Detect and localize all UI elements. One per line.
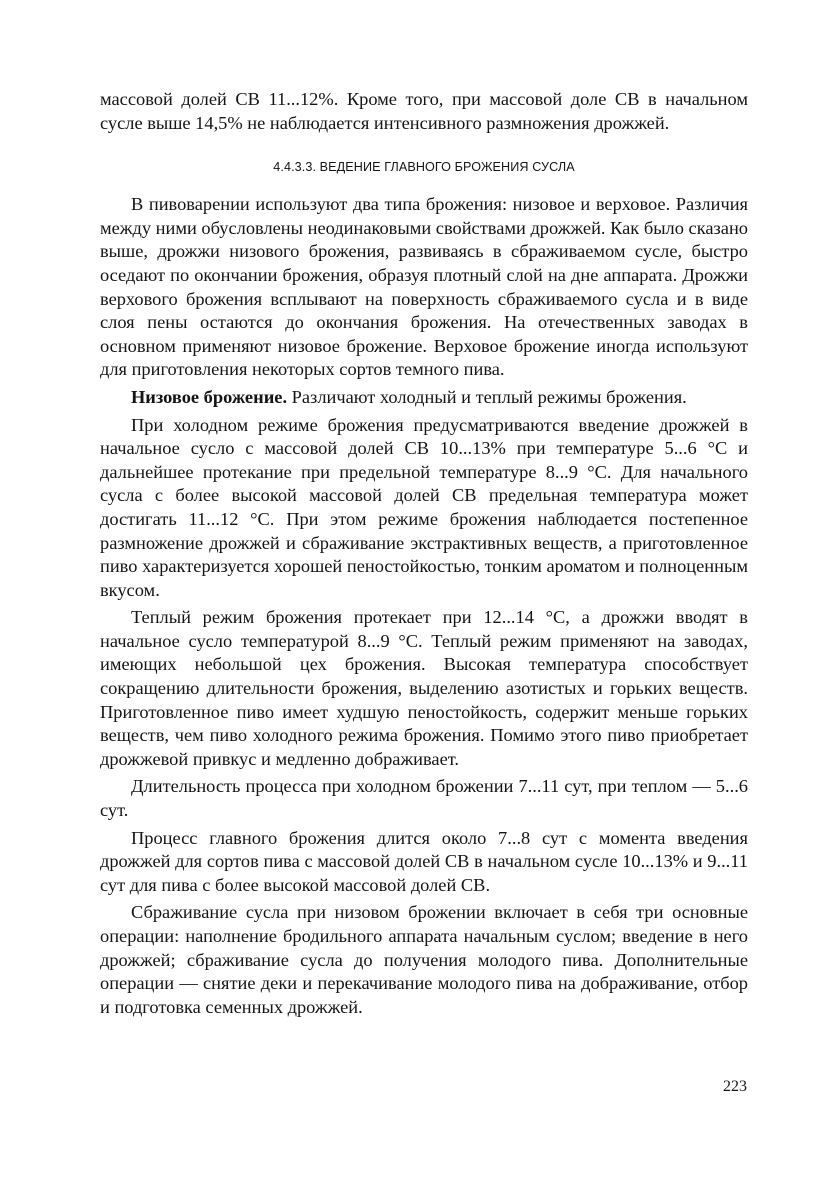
paragraph-fermentation-types: В пивоварении используют два типа брожения: низовое и верховое. Различия между ними обусловлены неодинаковыми свойствами дрожжей. Как было сказано выше, дрожжи низового брожения, развиваясь в сбраживаемом сусле, быстро оседают по окончании брожения, образуя плотный слой на дне аппарата. Дрожжи верхового брожения всплывают на поверхность сбраживаемого сусла и в виде слоя пены остаются до окончания брожения. На отечественных заводах в основном применяют низовое брожение. Верховое брожение иногда используют для приготовления некоторых сортов темного пива. xyxy=(100,194,748,380)
paragraph-operations: Сбраживание сусла при низовом брожении включает в себя три основные операции: наполнение бродильного аппарата начальным суслом; введение в него дрожжей; сбраживание сусла до получения молодого пива. Дополнительные операции — снятие деки и перекачивание молодого пива на дображивание, отбор и подготовка семенных дрожжей. xyxy=(100,902,748,1017)
bottom-fermentation-term: Низовое брожение. xyxy=(131,386,288,407)
paragraph-warm-mode: Теплый режим брожения протекает при 12...14 °С, а дрожжи вводят в начальное сусло температурой 8...9 °С. Теплый режим применяют на заводах, имеющих небольшой цех брожения. Высокая температура способствует сокращению длительности брожения, выделению азотистых и горьких веществ. Приготовленное пиво имеет худшую пеностойкость, содержит меньше горьких веществ, чем пиво холодного режима брожения. Помимо этого пиво приобретает дрожжевой привкус и медленно дображивает. xyxy=(100,607,748,769)
page-number: 223 xyxy=(723,1078,747,1095)
section-heading: 4.4.3.3. ВЕДЕНИЕ ГЛАВНОГО БРОЖЕНИЯ СУСЛА xyxy=(273,160,575,175)
paragraph-bottom-fermentation xyxy=(100,386,748,410)
paragraph-main-fermentation: Процесс главного брожения длится около 7...8 сут с момента введения дрожжей для сортов пива с массовой долей СВ в начальном сусле 10...13% и 9...11 сут для пива с более высокой массовой долей СВ. xyxy=(100,827,748,895)
paragraph-duration: Длительность процесса при холодном брожении 7...11 сут, при теплом — 5...6 сут. xyxy=(100,776,748,821)
paragraph-cold-mode: При холодном режиме брожения предусматриваются введение дрожжей в начальное сусло с массовой долей СВ 10...13% при температуре 5...6 °С и дальнейшее протекание при предельной температуре 8...9 °С. Для начального сусла с более высокой массовой долей СВ предельная температура может достигать 11...12 °С. При этом режиме брожения наблюдается постепенное размножение дрожжей и сбраживание экстрактивных веществ, а приготовленное пиво характеризуется хорошей пеностойкостью, тонким ароматом и полноценным вкусом. xyxy=(100,414,748,600)
paragraph-continuation: массовой долей СВ 11...12%. Кроме того, при массовой доле СВ в начальном сусле выше 14,5% не наблюдается интенсивного размножения дрожжей. xyxy=(100,89,748,133)
page-body xyxy=(100,88,748,1019)
bottom-fermentation-text: Различают холодный и теплый режимы брожения. xyxy=(287,386,687,407)
